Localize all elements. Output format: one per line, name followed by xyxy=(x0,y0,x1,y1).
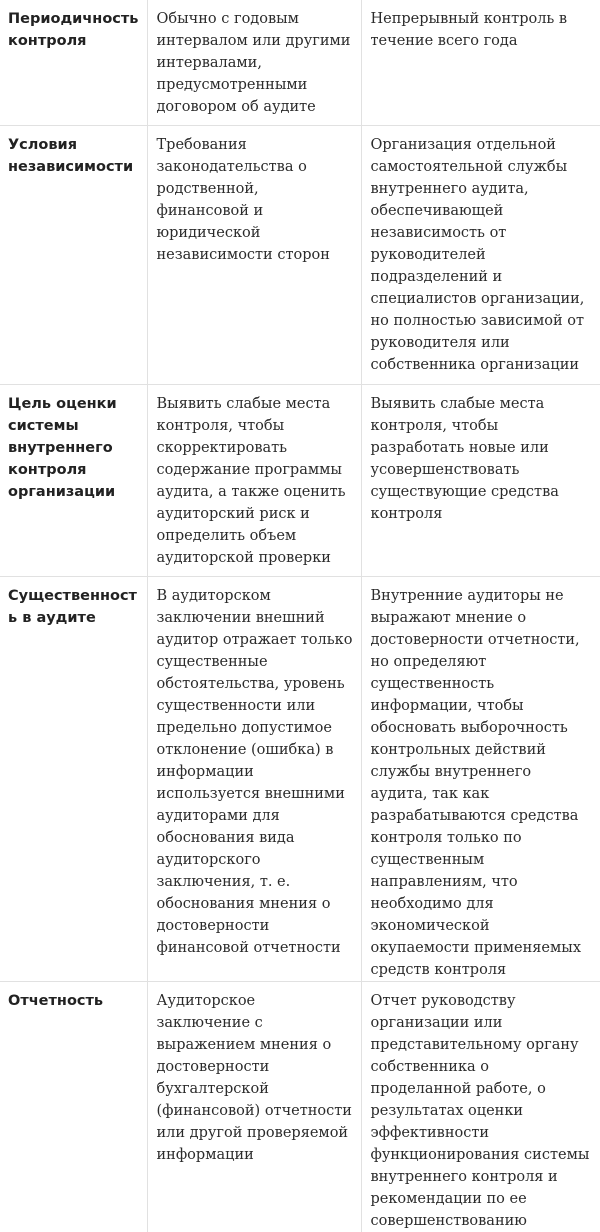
external-audit-text: Аудиторское заключение с выражением мнения о достоверности бухгалтерской (финансовой) отчетности или другой проверяемой информации xyxy=(157,990,353,1166)
external-audit-cell xyxy=(147,0,361,126)
internal-audit-cell xyxy=(361,126,600,385)
internal-audit-text: Внутренние аудиторы не выражают мнение о достоверности отчетности, но определяют существенность информации, чтобы обосновать выборочность контрольных действий службы внутреннего аудита, так как разрабатываются средства контроля только по существенным направлениям, что необходимо для экономической окупаемости применяемых средств контроля xyxy=(371,585,593,981)
criterion-cell xyxy=(0,577,147,982)
internal-audit-cell xyxy=(361,385,600,577)
criterion-text: Условия независимости xyxy=(8,134,139,178)
criterion-text: Отчетность xyxy=(8,990,139,1012)
table-row xyxy=(0,982,600,1232)
internal-audit-text: Отчет руководству организации или представительному органу собственника о проделанной работе, о результатах оценки эффективности функционирования системы внутреннего контроля и рекомендации по ее совершенствованию xyxy=(371,990,593,1232)
external-audit-cell xyxy=(147,385,361,577)
external-audit-cell xyxy=(147,126,361,385)
external-audit-text: Обычно с годовым интервалом или другими интервалами, предусмотренными договором об аудите xyxy=(157,8,353,118)
table-row xyxy=(0,385,600,577)
table-row xyxy=(0,577,600,982)
criterion-text: Существенность в аудите xyxy=(8,585,139,629)
criterion-cell xyxy=(0,0,147,126)
criterion-cell xyxy=(0,126,147,385)
external-audit-text: Выявить слабые места контроля, чтобы скорректировать содержание программы аудита, а также оценить аудиторский риск и определить объем аудиторской проверки xyxy=(157,393,353,569)
internal-audit-cell xyxy=(361,577,600,982)
external-audit-cell xyxy=(147,577,361,982)
external-audit-text: Требования законодательства о родственной, финансовой и юридической независимости сторон xyxy=(157,134,353,266)
internal-audit-text: Выявить слабые места контроля, чтобы разработать новые или усовершенствовать существующие средства контроля xyxy=(371,393,593,525)
external-audit-cell xyxy=(147,982,361,1232)
table-row xyxy=(0,126,600,385)
internal-audit-cell xyxy=(361,0,600,126)
external-audit-text: В аудиторском заключении внешний аудитор отражает только существенные обстоятельства, уровень существенности или предельно допустимое отклонение (ошибка) в информации используется внешними аудиторами для обоснования вида аудиторского заключения, т. е. обоснования мнения о достоверности финансовой отчетности xyxy=(157,585,353,959)
criterion-text: Периодичность контроля xyxy=(8,8,139,52)
criterion-cell xyxy=(0,982,147,1232)
table-row xyxy=(0,0,600,126)
internal-audit-cell xyxy=(361,982,600,1232)
criterion-cell xyxy=(0,385,147,577)
internal-audit-text: Организация отдельной самостоятельной службы внутреннего аудита, обеспечивающей независимость от руководителей подразделений и специалистов организации, но полностью зависимой от руководителя или собственника организации xyxy=(371,134,593,376)
criterion-text: Цель оценки системы внутреннего контроля организации xyxy=(8,393,139,503)
internal-audit-text: Непрерывный контроль в течение всего года xyxy=(371,8,593,52)
